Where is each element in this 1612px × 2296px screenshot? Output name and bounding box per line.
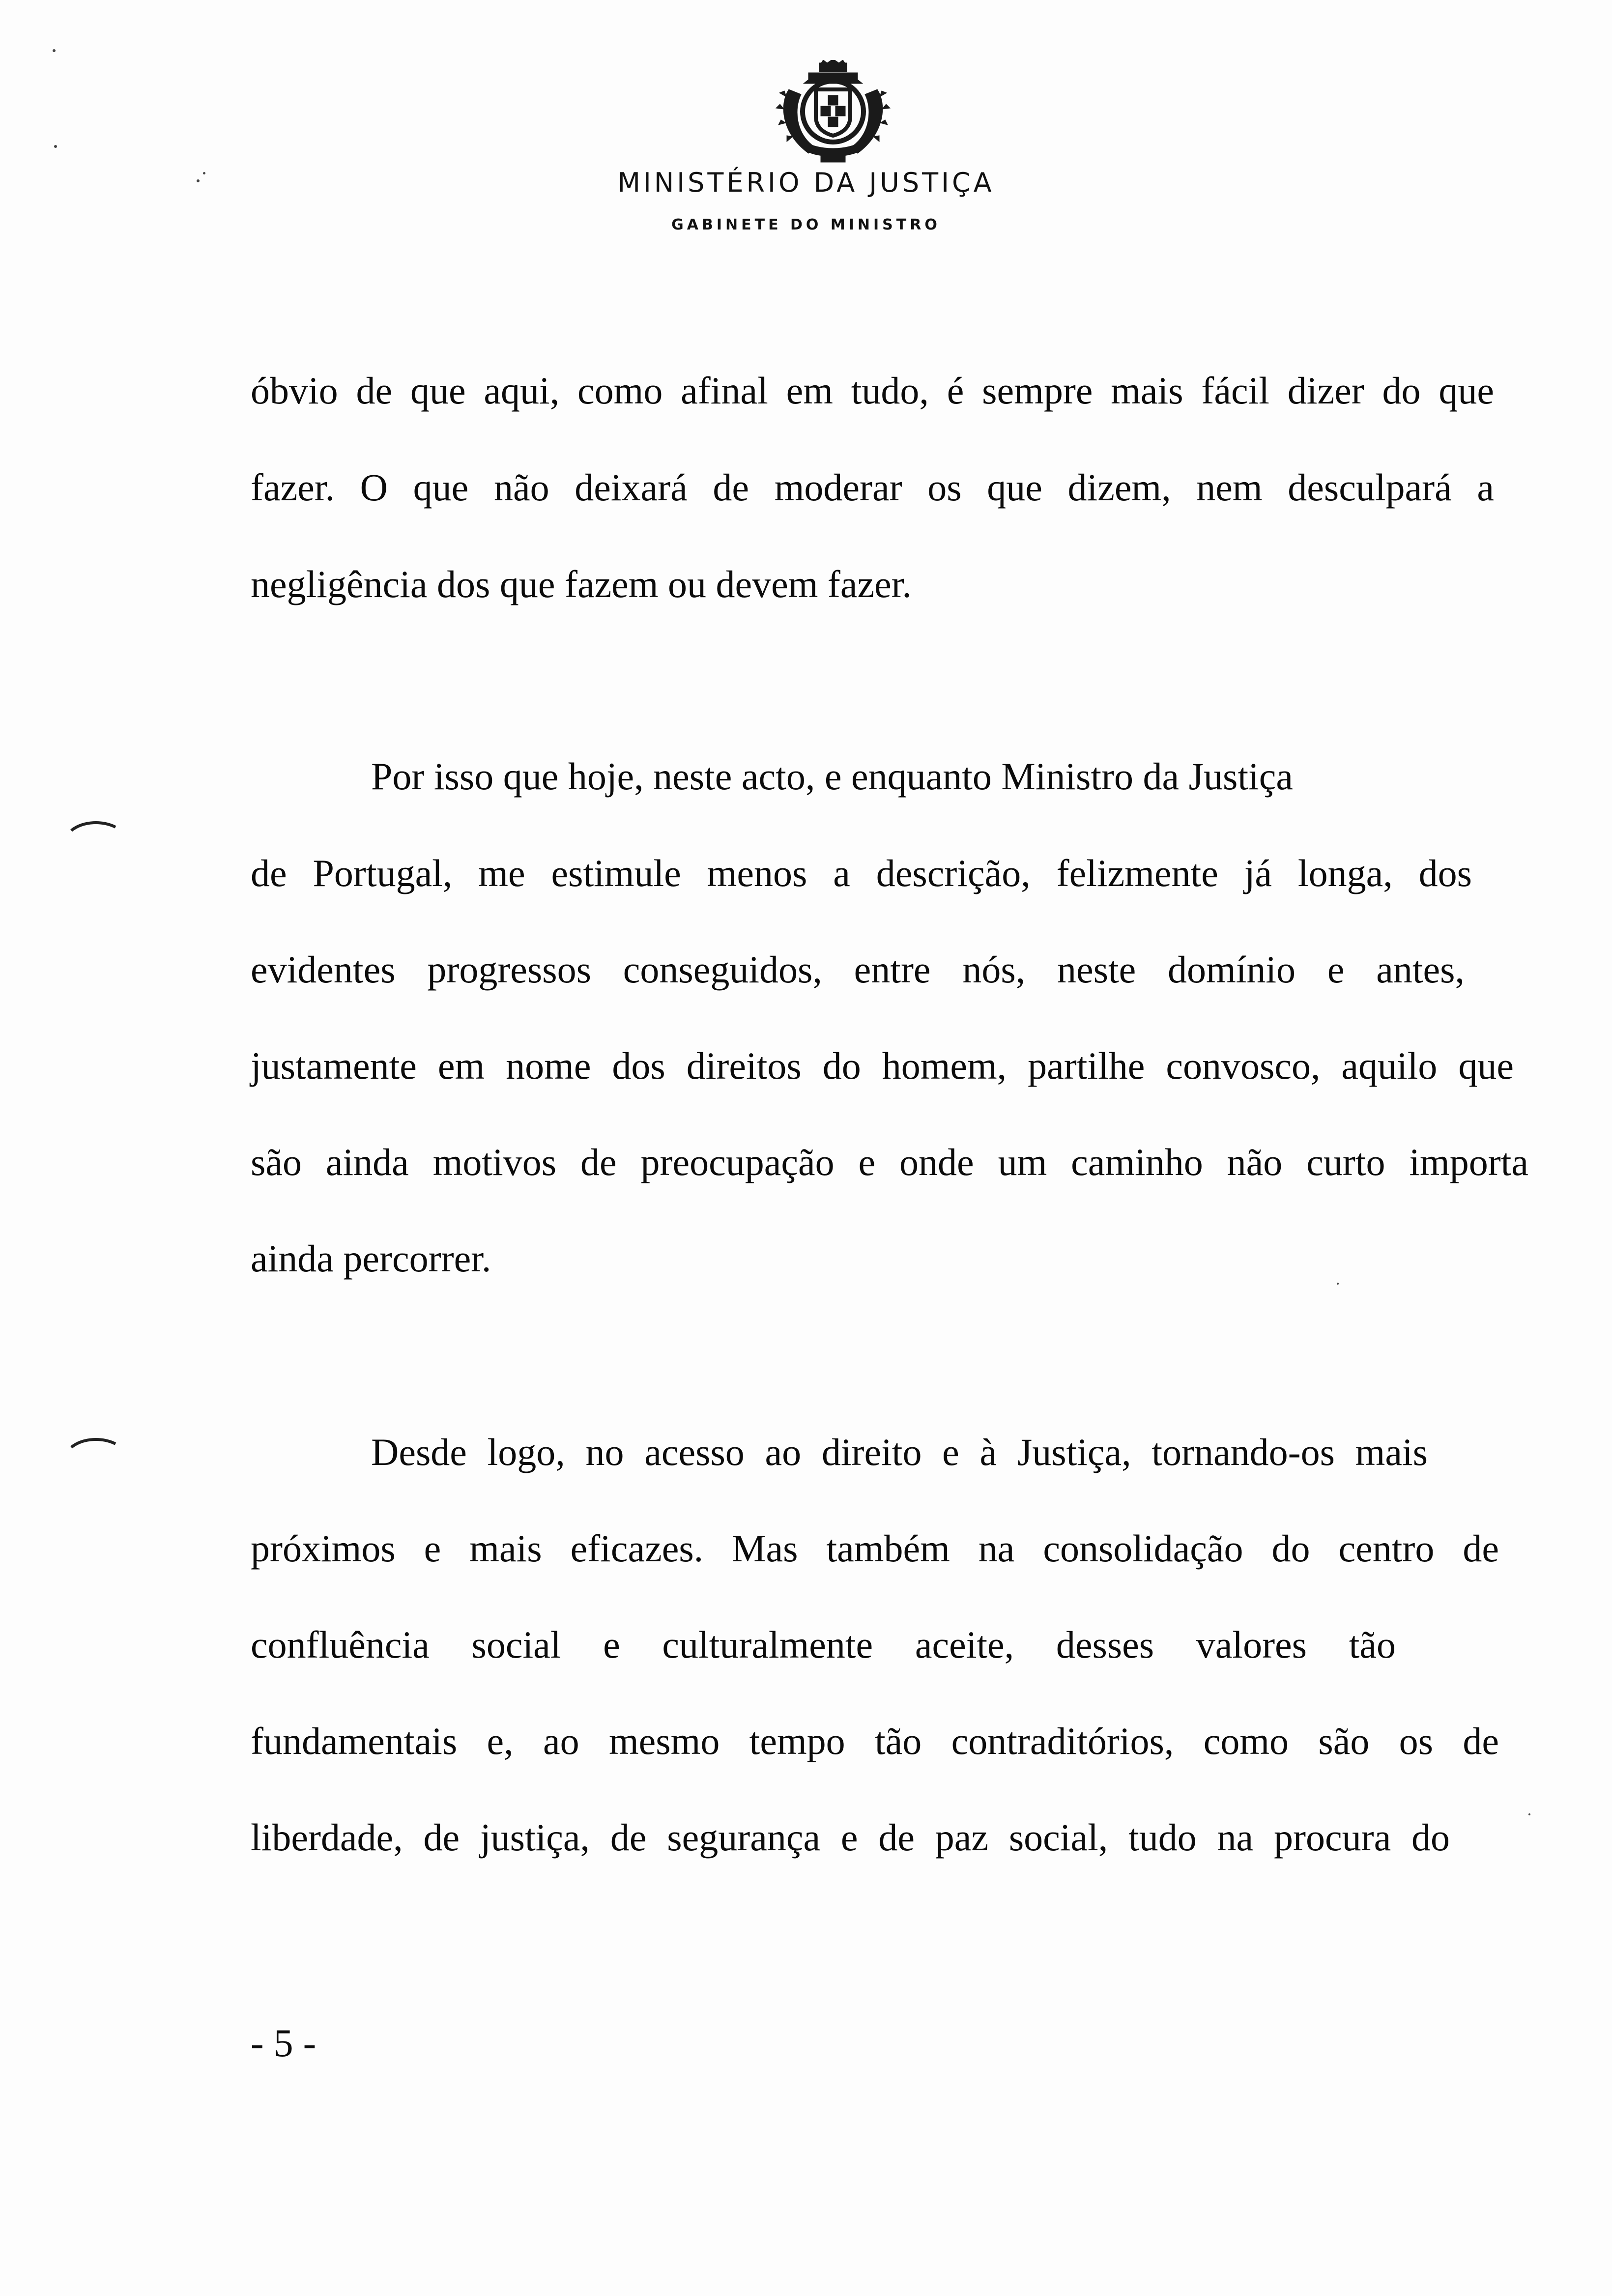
scan-speck: [197, 179, 200, 182]
body-line: fazer. O que não deixará de moderar os que dizem, nem desculpará a: [251, 466, 1494, 509]
body-line: Por isso que hoje, neste acto, e enquanto Ministro da Justiça: [371, 755, 1293, 798]
ministry-name: MINISTÉRIO DA JUSTIÇA: [617, 167, 995, 198]
scan-speck: [54, 145, 57, 148]
body-line: fundamentais e, ao mesmo tempo tão contraditórios, como são os de: [251, 1720, 1499, 1762]
body-line: óbvio de que aqui, como afinal em tudo, é sempre mais fácil dizer do que: [251, 369, 1494, 412]
cabinet-name: GABINETE DO MINISTRO: [671, 216, 941, 233]
body-line: de Portugal, me estimule menos a descrição, felizmente já longa, dos: [251, 852, 1472, 894]
page-number: - 5 -: [251, 2022, 317, 2065]
body-line: são ainda motivos de preocupação e onde um caminho não curto importa: [251, 1141, 1528, 1183]
scan-speck: [1528, 1813, 1530, 1815]
body-line: justamente em nome dos direitos do homem, partilhe convosco, aquilo que: [251, 1044, 1514, 1087]
body-line: próximos e mais eficazes. Mas também na consolidação do centro de: [251, 1527, 1499, 1570]
body-line: ainda percorrer.: [251, 1237, 491, 1280]
coat-of-arms-icon: [774, 60, 892, 163]
margin-mark: [69, 818, 118, 833]
body-line: negligência dos que fazem ou devem fazer.: [251, 563, 912, 605]
scan-speck: [1337, 1283, 1339, 1285]
scan-speck: [53, 49, 56, 52]
margin-mark: [69, 1435, 118, 1450]
body-line: Desde logo, no acesso ao direito e à Justiça, tornando-os mais: [371, 1431, 1428, 1473]
body-line: evidentes progressos conseguidos, entre nós, neste domínio e antes,: [251, 948, 1465, 991]
body-line: confluência social e culturalmente aceite, desses valores tão: [251, 1623, 1396, 1666]
body-line: liberdade, de justiça, de segurança e de paz social, tudo na procura do: [251, 1816, 1450, 1859]
scan-speck: [203, 172, 205, 174]
